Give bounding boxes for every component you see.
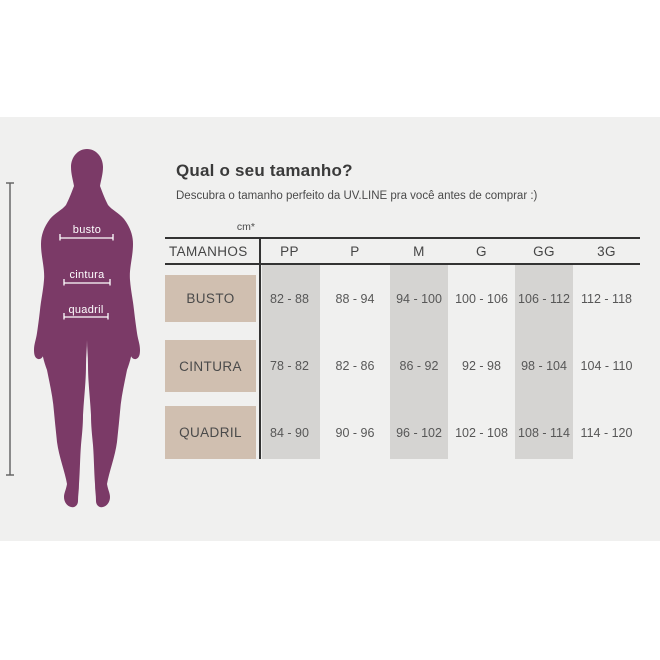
busto-pp-value: 82 - 88	[270, 291, 309, 306]
table-body	[165, 265, 640, 459]
size-column-pp: PP	[280, 243, 299, 259]
quadril-p-value: 90 - 96	[335, 425, 375, 440]
page-subtitle: Descubra o tamanho perfeito da UV.LINE pra você antes de comprar :)	[176, 190, 538, 202]
quadril-3g-value: 114 - 120	[580, 425, 633, 440]
size-column-3g: 3G	[597, 243, 616, 259]
busto-3g-value: 112 - 118	[581, 291, 632, 306]
busto-m-value: 94 - 100	[396, 291, 442, 306]
busto-g-value: 100 - 106	[455, 291, 508, 306]
cintura-3g-value: 104 - 110	[580, 359, 633, 373]
size-column-p: P	[350, 243, 360, 259]
waist-label: cintura	[69, 269, 105, 281]
quadril-m-value: 96 - 102	[396, 425, 442, 440]
row-label-cintura: CINTURA	[165, 340, 256, 392]
table-vertical-divider	[259, 237, 261, 459]
row-label-quadril: QUADRIL	[165, 406, 256, 459]
unit-note: cm*	[236, 221, 255, 233]
cintura-pp-value: 78 - 82	[270, 359, 309, 373]
size-column-g: G	[476, 243, 487, 259]
woman-silhouette	[34, 149, 140, 507]
table-header-row	[165, 237, 640, 265]
table-row-cintura	[165, 340, 640, 392]
row-label-busto: BUSTO	[165, 275, 256, 322]
page-title: Qual o seu tamanho?	[176, 161, 353, 180]
female-body-measurement-diagram	[0, 140, 160, 520]
size-chart-table	[165, 237, 640, 459]
cintura-p-value: 82 - 86	[335, 359, 375, 373]
busto-p-value: 88 - 94	[335, 291, 375, 306]
table-row-busto	[165, 275, 640, 322]
quadril-pp-value: 84 - 90	[270, 425, 309, 440]
table-header-sizes-label: TAMANHOS	[169, 243, 248, 259]
size-column-m: M	[413, 243, 425, 259]
busto-gg-value: 106 - 112	[518, 291, 570, 306]
waist-measure	[64, 269, 110, 286]
table-row-quadril	[165, 406, 640, 459]
cintura-gg-value: 98 - 104	[521, 359, 567, 373]
hip-measure	[64, 304, 108, 320]
height-measure-line	[6, 183, 14, 475]
bust-label: busto	[72, 224, 102, 236]
cintura-m-value: 86 - 92	[399, 359, 439, 373]
size-column-gg: GG	[533, 243, 555, 259]
cintura-g-value: 92 - 98	[462, 359, 501, 373]
quadril-g-value: 102 - 108	[455, 425, 508, 440]
hip-label: quadril	[68, 304, 104, 316]
quadril-gg-value: 108 - 114	[518, 425, 570, 440]
